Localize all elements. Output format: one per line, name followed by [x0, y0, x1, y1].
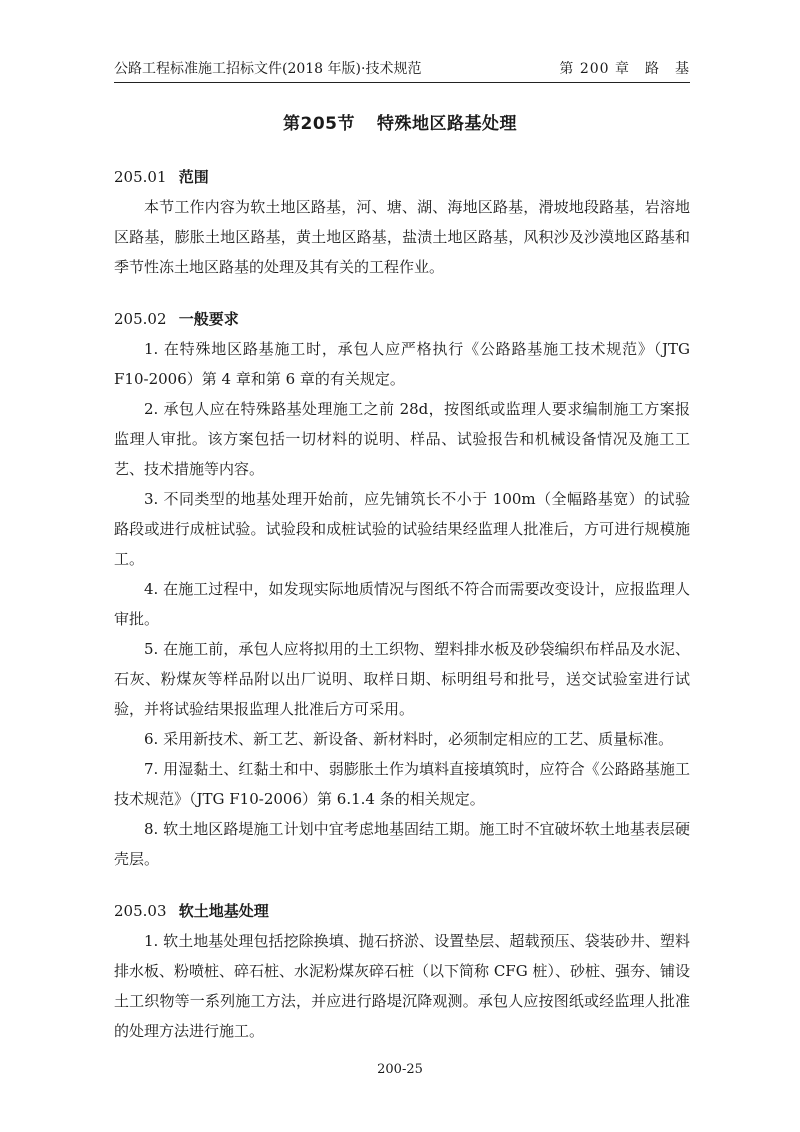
paragraph: 4. 在施工过程中，如发现实际地质情况与图纸不符合而需要改变设计，应报监理人审批。 — [114, 580, 690, 628]
subsection-heading — [114, 304, 690, 334]
paragraph: 7. 用湿黏土、红黏土和中、弱膨胀土作为填料直接填筑时，应符合《公路路基施工技术规范》（JTG F10-2006）第 6.1.4 条的相关规定。 — [114, 760, 690, 808]
paragraph: 1. 在特殊地区路基施工时，承包人应严格执行《公路路基施工技术规范》（JTG F10-2006）第 4 章和第 6 章的有关规定。 — [114, 340, 690, 388]
subsection-title: 软土地基处理 — [178, 902, 269, 920]
subsection-heading — [114, 896, 690, 926]
subsection-205-03 — [114, 896, 690, 1046]
subsection-number: 205.02 — [114, 310, 167, 328]
section-title-text: 特殊地区路基处理 — [377, 114, 517, 134]
paragraph: 本节工作内容为软土地区路基，河、塘、湖、海地区路基，滑坡地段路基，岩溶地区路基，膨胀土地区路基，黄土地区路基，盐渍土地区路基，风积沙及沙漠地区路基和季节性冻土地区路基的处理及其有关的工程作业。 — [114, 198, 690, 276]
paragraph: 1. 软土地基处理包括挖除换填、抛石挤淤、设置垫层、超载预压、袋装砂井、塑料排水板、粉喷桩、碎石桩、水泥粉煤灰碎石桩（以下简称 CFG 桩）、砂桩、强夯、铺设土工织物等一系列施工方法，并应进行路堤沉降观测。承包人应按图纸或经监理人批准的处理方法进行施工。 — [114, 932, 690, 1040]
subsection-205-01 — [114, 162, 690, 282]
subsection-number: 205.01 — [114, 168, 167, 186]
paragraph: 3. 不同类型的地基处理开始前，应先铺筑长不小于 100m（全幅路基宽）的试验路段或进行成桩试验。试验段和成桩试验的试验结果经监理人批准后，方可进行规模施工。 — [114, 490, 690, 568]
section-title — [0, 112, 800, 136]
subsection-number: 205.03 — [114, 902, 167, 920]
subsection-205-02 — [114, 304, 690, 874]
paragraph: 5. 在施工前，承包人应将拟用的土工织物、塑料排水板及砂袋编织布样品及水泥、石灰、粉煤灰等样品附以出厂说明、取样日期、标明组号和批号，送交试验室进行试验，并将试验结果报监理人批准后方可采用。 — [114, 640, 690, 718]
paragraph: 8. 软土地区路堤施工计划中宜考虑地基固结工期。施工时不宜破坏软土地基表层硬壳层。 — [114, 820, 690, 868]
paragraph: 2. 承包人应在特殊路基处理施工之前 28d，按图纸或监理人要求编制施工方案报监理人审批。该方案包括一切材料的说明、样品、试验报告和机械设备情况及施工工艺、技术措施等内容。 — [114, 400, 690, 478]
subsection-title: 一般要求 — [178, 310, 239, 328]
subsection-title: 范围 — [178, 168, 209, 186]
header-rule — [114, 82, 690, 83]
paragraph: 6. 采用新技术、新工艺、新设备、新材料时，必须制定相应的工艺、质量标准。 — [144, 730, 674, 748]
page-footer — [0, 1061, 800, 1079]
header-chapter: 第 200 章 路 基 — [559, 61, 690, 77]
header-document-title: 公路工程标准施工招标文件(2018 年版)·技术规范 — [114, 61, 422, 77]
page-header — [114, 56, 690, 82]
section-number: 第205节 — [283, 114, 355, 134]
page-number: 200-25 — [377, 1062, 423, 1077]
subsection-heading — [114, 162, 690, 192]
document-body — [114, 162, 690, 1068]
